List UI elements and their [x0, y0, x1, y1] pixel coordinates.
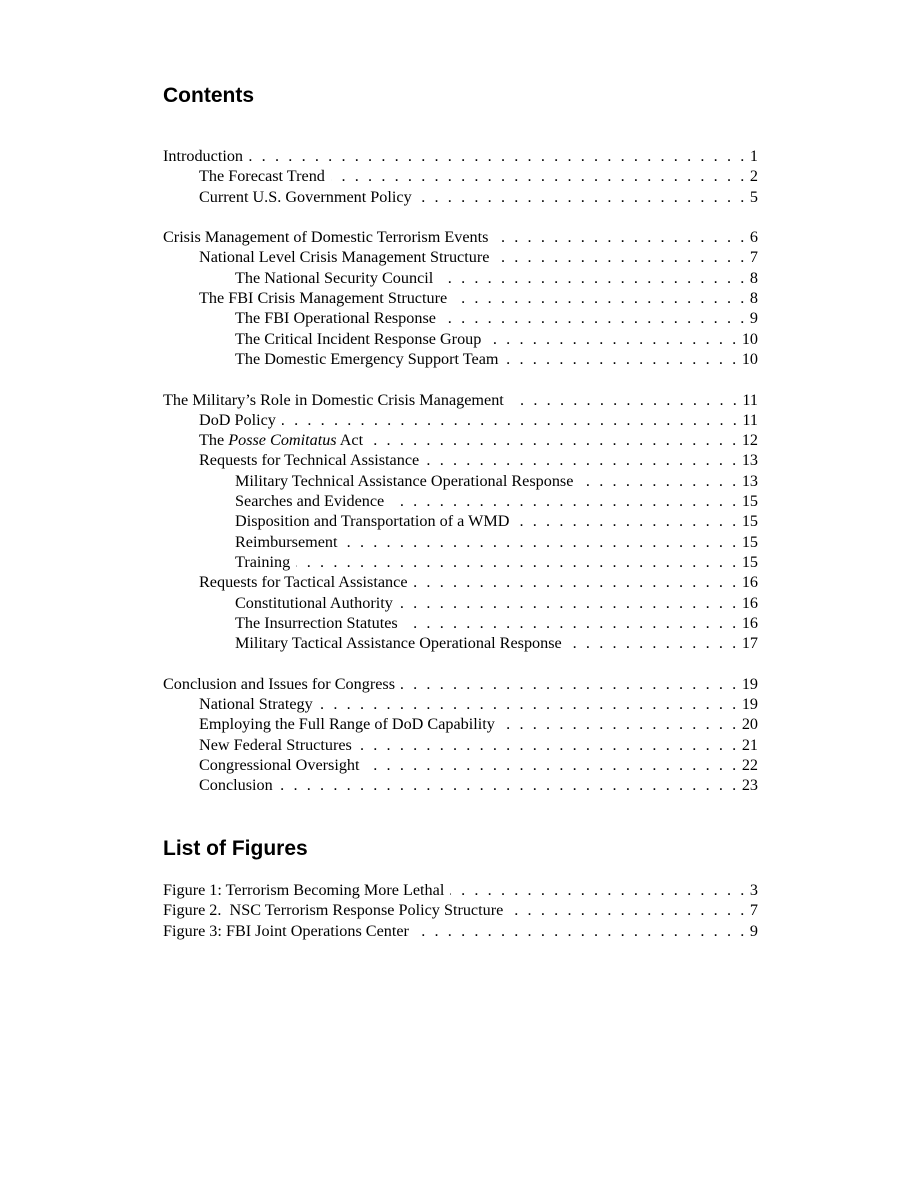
toc-entry-title: The FBI Crisis Management Structure [199, 289, 448, 308]
toc-entry-title: Training [235, 552, 291, 571]
toc-entry-technical-assistance[interactable] [163, 450, 758, 470]
toc-entry-page: 17 [741, 634, 758, 653]
toc-entry-title: Crisis Management of Domestic Terrorism Events [163, 228, 489, 247]
toc-entry-national-level-structure[interactable] [163, 247, 758, 267]
toc-entry-title: The National Security Council [235, 268, 434, 287]
toc-entry-training[interactable] [163, 552, 758, 572]
toc-entry-title: Constitutional Authority [235, 593, 393, 612]
dot-leader [439, 268, 747, 288]
toc-entry-dod-capability[interactable] [163, 714, 758, 734]
figure-entry-page: 3 [749, 881, 758, 899]
toc-entry-page: 7 [749, 248, 758, 267]
figure-entry-title: Figure 2. NSC Terrorism Response Policy Structure [163, 901, 504, 920]
dot-leader [418, 187, 747, 207]
toc-entry-page: 11 [742, 390, 758, 409]
toc-entry-constitutional-authority[interactable] [163, 593, 758, 613]
dot-leader [399, 593, 739, 613]
toc-entry-page: 22 [741, 755, 758, 774]
toc-entry-title: The Domestic Emergency Support Team [235, 349, 499, 368]
toc-entry-page: 8 [749, 289, 758, 308]
toc-entry-page: 13 [741, 471, 758, 490]
list-of-figures [163, 880, 758, 941]
title-italic: Posse Comitatus [228, 431, 337, 450]
toc-entry-fbi-operational-response[interactable] [163, 308, 758, 328]
toc-entry-title: The Military’s Role in Domestic Crisis Management [163, 390, 504, 409]
dot-leader [390, 491, 739, 511]
dot-leader [494, 227, 747, 247]
dot-leader [282, 410, 740, 430]
toc-entry-page: 19 [741, 674, 758, 693]
toc-entry-dod-policy[interactable] [163, 410, 758, 430]
dot-leader [501, 714, 739, 734]
figure-entry-page: 9 [749, 921, 758, 940]
toc-entry-tactical-assistance[interactable] [163, 572, 758, 592]
figure-entry-2[interactable] [163, 900, 758, 920]
contents-heading: Contents [163, 84, 254, 107]
toc-entry-title: Disposition and Transportation of a WMD [235, 512, 510, 531]
toc-entry-page: 11 [742, 410, 758, 429]
dot-leader [579, 471, 738, 491]
toc-entry-title: Current U.S. Government Policy [199, 187, 412, 206]
toc-entry-title: The Critical Incident Response Group [235, 329, 482, 348]
dot-leader [505, 349, 739, 369]
dot-leader [319, 694, 739, 714]
dot-leader [453, 288, 747, 308]
toc-entry-forecast-trend[interactable] [163, 166, 758, 186]
toc-entry-page: 2 [749, 167, 758, 186]
figure-entry-page: 7 [749, 901, 758, 920]
toc-entry-page: 15 [741, 532, 758, 551]
toc-entry-searches-evidence[interactable] [163, 491, 758, 511]
toc-entry-title: National Level Crisis Management Structure [199, 248, 490, 267]
toc-entry-title: Reimbursement [235, 532, 338, 551]
figure-entry-title: Figure 1: Terrorism Becoming More Lethal [163, 881, 445, 899]
toc-entry-page: 9 [749, 309, 758, 328]
dot-leader [487, 329, 738, 349]
toc-entry-page: 5 [749, 187, 758, 206]
toc-entry-title: Introduction [163, 147, 244, 165]
dot-leader [515, 511, 738, 531]
dot-leader [425, 450, 739, 470]
toc-entry-federal-structures[interactable] [163, 735, 758, 755]
dot-leader [331, 166, 747, 186]
toc-entry-page: 13 [741, 451, 758, 470]
toc-entry-posse-comitatus-act[interactable] [163, 430, 758, 450]
toc-entry-title: Employing the Full Range of DoD Capability [199, 715, 495, 734]
toc-entry-page: 23 [741, 776, 758, 795]
dot-leader [358, 735, 739, 755]
dot-leader [415, 921, 747, 941]
dot-leader [296, 552, 739, 572]
figure-entry-title: Figure 3: FBI Joint Operations Center [163, 921, 409, 940]
toc-entry-insurrection-statutes[interactable] [163, 613, 758, 633]
toc-entry-emergency-support-team[interactable] [163, 349, 758, 369]
toc-entry-conclusion-issues[interactable] [163, 674, 758, 694]
toc-entry-title: Requests for Tactical Assistance [199, 573, 408, 592]
toc-entry-wmd-disposition[interactable] [163, 511, 758, 531]
toc-entry-title [199, 430, 363, 450]
toc-entry-page: 1 [749, 147, 758, 165]
toc-entry-title: Military Tactical Assistance Operational Response [235, 634, 562, 653]
toc-entry-page: 21 [741, 735, 758, 754]
list-of-figures-heading: List of Figures [163, 837, 308, 860]
table-of-contents [163, 146, 758, 796]
toc-entry-page: 16 [741, 573, 758, 592]
toc-entry-title: The Insurrection Statutes [235, 613, 398, 632]
toc-entry-government-policy[interactable] [163, 187, 758, 207]
dot-leader [442, 308, 747, 328]
dot-leader [450, 880, 747, 900]
toc-entry-page: 10 [741, 349, 758, 368]
dot-leader [568, 633, 739, 653]
figure-entry-1[interactable] [163, 880, 758, 900]
dot-leader [249, 146, 747, 166]
toc-entry-page: 15 [741, 492, 758, 511]
toc-entry-tactical-operational-response[interactable] [163, 633, 758, 653]
toc-entry-conclusion[interactable] [163, 775, 758, 795]
toc-entry-reimbursement[interactable] [163, 532, 758, 552]
dot-leader [509, 900, 747, 920]
toc-entry-national-strategy[interactable] [163, 694, 758, 714]
toc-entry-page: 12 [741, 431, 758, 450]
toc-entry-critical-incident-group[interactable] [163, 329, 758, 349]
figure-entry-3[interactable] [163, 921, 758, 941]
toc-entry-page: 15 [741, 512, 758, 531]
dot-leader [401, 674, 739, 694]
dot-leader [495, 247, 747, 267]
toc-entry-fbi-crisis-structure[interactable] [163, 288, 758, 308]
toc-entry-congressional-oversight[interactable] [163, 755, 758, 775]
toc-entry-page: 8 [749, 268, 758, 287]
toc-entry-technical-operational-response[interactable] [163, 471, 758, 491]
toc-entry-title: Military Technical Assistance Operational Response [235, 471, 574, 490]
toc-entry-title: New Federal Structures [199, 735, 352, 754]
toc-entry-page: 6 [749, 228, 758, 247]
toc-entry-title: The Forecast Trend [199, 167, 325, 186]
dot-leader [414, 572, 739, 592]
dot-leader [510, 390, 740, 410]
toc-entry-title: Searches and Evidence [235, 492, 385, 511]
toc-entry-page: 20 [741, 715, 758, 734]
toc-entry-national-security-council[interactable] [163, 268, 758, 288]
toc-entry-title: National Strategy [199, 695, 313, 714]
toc-entry-page: 19 [741, 695, 758, 714]
toc-entry-page: 10 [741, 329, 758, 348]
toc-entry-page: 16 [741, 613, 758, 632]
title-suffix: Act [336, 431, 364, 450]
dot-leader [366, 755, 739, 775]
toc-entry-title: Requests for Technical Assistance [199, 451, 420, 470]
dot-leader [279, 775, 739, 795]
toc-entry-title: Conclusion and Issues for Congress [163, 674, 395, 693]
toc-entry-military-role[interactable] [163, 390, 758, 410]
title-prefix: The [199, 431, 229, 450]
toc-entry-page: 15 [741, 552, 758, 571]
toc-entry-crisis-management[interactable] [163, 227, 758, 247]
toc-entry-title: Conclusion [199, 776, 273, 795]
dot-leader [344, 532, 739, 552]
toc-entry-page: 16 [741, 593, 758, 612]
toc-entry-introduction[interactable] [163, 146, 758, 166]
dot-leader [404, 613, 739, 633]
toc-entry-title: The FBI Operational Response [235, 309, 436, 328]
toc-entry-title: DoD Policy [199, 410, 276, 429]
dot-leader [369, 430, 739, 450]
toc-entry-title: Congressional Oversight [199, 755, 360, 774]
